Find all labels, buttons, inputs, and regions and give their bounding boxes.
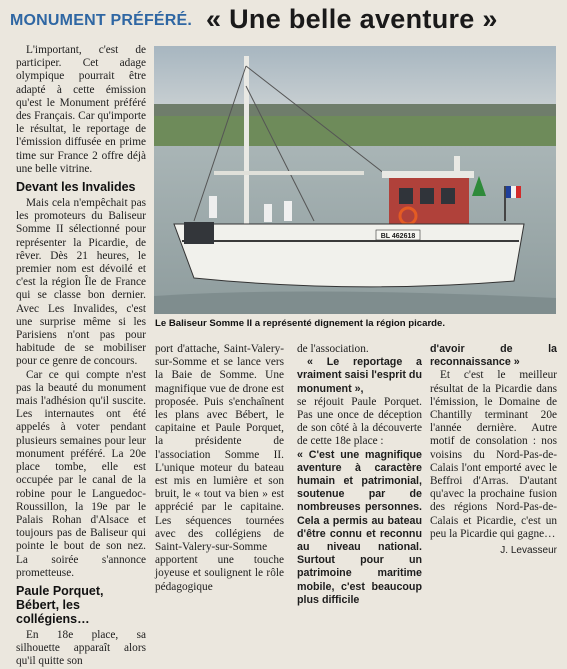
flag-blue bbox=[506, 186, 511, 198]
column-2 bbox=[297, 343, 422, 607]
exhaust-pipe bbox=[454, 156, 460, 176]
cabin-window bbox=[441, 188, 455, 204]
subheading-collegiens: Paule Porquet, Bébert, les collégiens… bbox=[16, 583, 104, 626]
cabin-window bbox=[420, 188, 434, 204]
boat-illustration bbox=[154, 46, 556, 314]
flag-white bbox=[511, 186, 516, 198]
flag-pole bbox=[504, 186, 506, 221]
photo-caption: Le Baliseur Somme II a représenté dignement la région picarde. bbox=[155, 318, 446, 329]
section-kicker: MONUMENT PRÉFÉRÉ. bbox=[10, 12, 193, 29]
crew-member bbox=[209, 196, 217, 218]
paragraph: Mais cela n'empêchait pas les promoteurs du Baliseur Somme II sélectionné pour représenter la Picardie, de rêver. Dès 21 heures, le premier nom est dévoilé et c'est la région Île de France qui se classe bon dernier. Avec Les Invalides, c'est une surprise même si les Parisiens n'ont pas pour habitude de se mobiliser pour ce genre de concours. bbox=[16, 197, 146, 368]
boat-photo bbox=[154, 46, 556, 314]
boom bbox=[214, 171, 364, 175]
paragraph: de l'association. bbox=[297, 343, 369, 355]
left-column bbox=[16, 44, 146, 669]
crew-member bbox=[264, 204, 272, 222]
hull bbox=[174, 224, 524, 287]
paragraph: port d'attache, Saint-Valery-sur-Somme et se lance vers la Baie de Somme. Une magnifique vue de drone est proposée. Puis s'enchaînent les plans avec Bébert, le capitaine et Paule Porquet, la présidente de l'association Somme II. L'unique moteur du bateau est mis en lumière et son bruit, le « tout va bien » est apprécié par le capitaine. Les séquences tournées avec des collégiens de Saint-Valery-sur-Somme apportent une touche joyeuse et soulignent le rôle pédagogique bbox=[155, 343, 284, 593]
flag-red bbox=[516, 186, 521, 198]
headline bbox=[10, 4, 560, 36]
mast bbox=[244, 56, 249, 226]
quote-end: d'avoir de la reconnaissance » bbox=[430, 343, 557, 369]
paragraph: se réjouit Paule Porquet. Pas une once de déception de son côté à la découverte de cette 18e place : bbox=[297, 395, 422, 448]
green-shore bbox=[154, 116, 556, 146]
crew-member bbox=[284, 201, 292, 221]
paragraph: Et c'est le meilleur résultat de la Picardie dans l'émission, le Domaine de Chantilly terminant 20e l'année dernière. Autre motif de consolation : nos voisins du Nord-Pas-de-Calais l'ont emporté avec le Beffroi d'Arras. D'autant qu'avec la prochaine fusion des régions Nord-Pas-de-Calais et Picardie, c'est un peu la Picardie qui gagne… bbox=[430, 369, 557, 540]
subheading-invalides: Devant les Invalides bbox=[16, 180, 136, 195]
cabin-window bbox=[399, 188, 413, 204]
quote: « C'est une magnifique aventure à caractère humain et patrimonial, soutenue par de nombreuses personnes. Cela a permis au bateau d'être connu et reconnu au niveau national. Surtout pour un patrimoine maritime mobile, c'est beaucoup plus difficile bbox=[297, 448, 422, 606]
author-signature: J. Levasseur bbox=[500, 545, 557, 557]
bow-equipment bbox=[184, 222, 214, 244]
tree-line bbox=[154, 104, 556, 116]
paragraph: En 18e place, sa silhouette apparaît alors qu'il quitte son bbox=[16, 628, 146, 668]
column-3 bbox=[430, 343, 557, 556]
intro-paragraph: L'important, c'est de participer. Cet adage olympique pourrait être adapté à cette émission qu'est le Monument préféré des Français. Car qu'importe le résultat, le reportage de l'émission diffusée en prime time sur France 2 offre déjà une belle vitrine. bbox=[16, 44, 146, 175]
cabin-roof bbox=[382, 171, 474, 178]
hull-number: BL 462618 bbox=[380, 233, 416, 240]
paragraph: Car ce qui compte n'est pas la beauté du monument mais l'adhésion qu'il suscite. Les internautes ont été appelés à voter pendant plusieurs semaines pour leur monument préféré. La 20e place tombe, elle est occupée par le canal de la robine pour le Languedoc-Roussillon, la 19e par le Palais Rohan d'Alsace et toujours pas de Baliseur qui pointe le bout de son nez. La soirée s'annonce prometteuse. bbox=[16, 368, 146, 579]
column-1 bbox=[155, 343, 284, 594]
sky bbox=[154, 46, 556, 106]
article-title: « Une belle aventure » bbox=[206, 4, 498, 34]
quote: « Le reportage a vraiment saisi l'esprit du monument », bbox=[297, 356, 422, 395]
